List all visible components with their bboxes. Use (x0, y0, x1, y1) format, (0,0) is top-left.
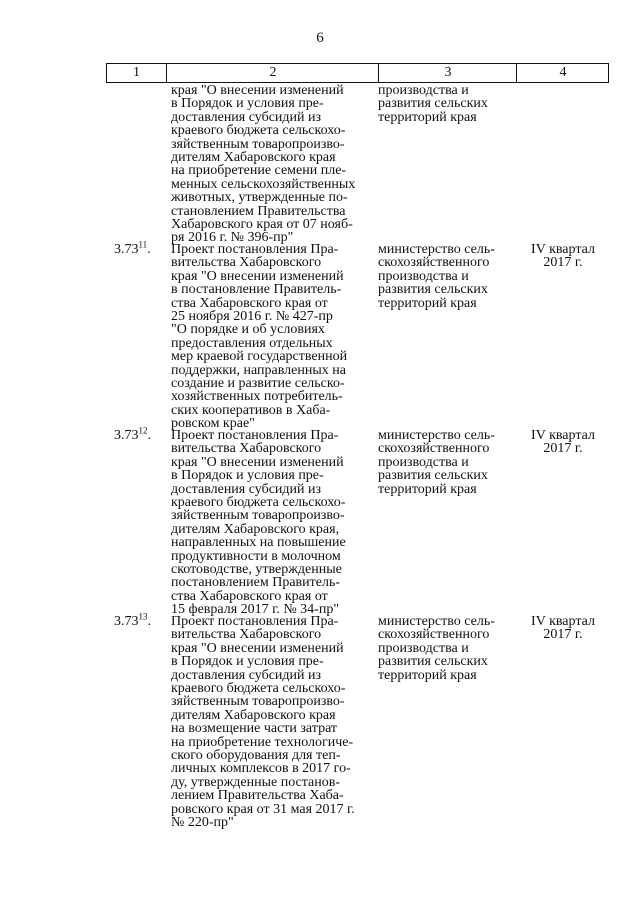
column-header-4: 4 (516, 64, 609, 82)
row-number: 3.73$^{11}$. (114, 239, 151, 257)
page-number: 6 (316, 30, 324, 46)
row-description: Проект постановления Пра- вительства Хабаровского края "О внесении изменений в Порядок и условия пре- доставления субсидий из краевого бюджета сельскохо- зяйственным товаропроизво- дителям Хабаровского края на возмещение части затрат на приобретение технологиче- ского оборудования для теп- личных комплексов в 2017 го- ду, утвержденные постанов- лением Правительства Хаба- ровского края от 31 мая 2017 г. № 220-пр" (171, 614, 355, 831)
row-number: 3.73$^{13}$. (114, 611, 151, 629)
row-description: Проект постановления Пра- вительства Хабаровского края "О внесении изменений в Порядок и условия пре- доставления субсидий из краевого бюджета сельскохо- зяйственным товаропроизво- дителям Хабаровского края, направленных на повышение продуктивности в молочном скотоводстве, утвержденные постановлением Правитель- ства Хабаровского края от 15 февраля 2017 г. № 34-пр" (171, 428, 346, 618)
row-description: края "О внесении изменений в Порядок и условия пре- доставления субсидий из краевого бюджета сельскохо- зяйственным товаропроизво- дителям Хабаровского края на приобретение семени пле- менных сельскохозяйственных животных, утвержденные по- становлением Правительства Хабаровского края от 07 нояб- ря 2016 г. № 396-пр" (171, 83, 356, 246)
row-number: 3.73$^{12}$. (114, 425, 151, 443)
row-organization: производства и развития сельских территорий края (378, 83, 488, 125)
row-description: Проект постановления Пра- вительства Хабаровского края "О внесении изменений в постановление Правитель- ства Хабаровского края от 25 ноября 2016 г. № 427-пр "О порядке и об условиях предоставления отдельных мер краевой государственной поддержки, направленных на создание и развитие сельско- хозяйственных потребитель- ских кооперативов в Хаба- ровском крае" (171, 242, 348, 432)
row-organization: министерство сель- скохозяйственного производства и развития сельских территорий края (378, 614, 495, 683)
row-term: IV квартал 2017 г. (531, 614, 595, 643)
row-organization: министерство сель- скохозяйственного производства и развития сельских территорий края (378, 428, 495, 497)
column-header-2: 2 (166, 64, 379, 82)
table-header (106, 63, 609, 83)
row-term: IV квартал 2017 г. (531, 428, 595, 457)
column-header-3: 3 (378, 64, 517, 82)
row-organization: министерство сель- скохозяйственного производства и развития сельских территорий края (378, 242, 495, 311)
column-header-1: 1 (133, 65, 140, 80)
row-term: IV квартал 2017 г. (531, 242, 595, 271)
